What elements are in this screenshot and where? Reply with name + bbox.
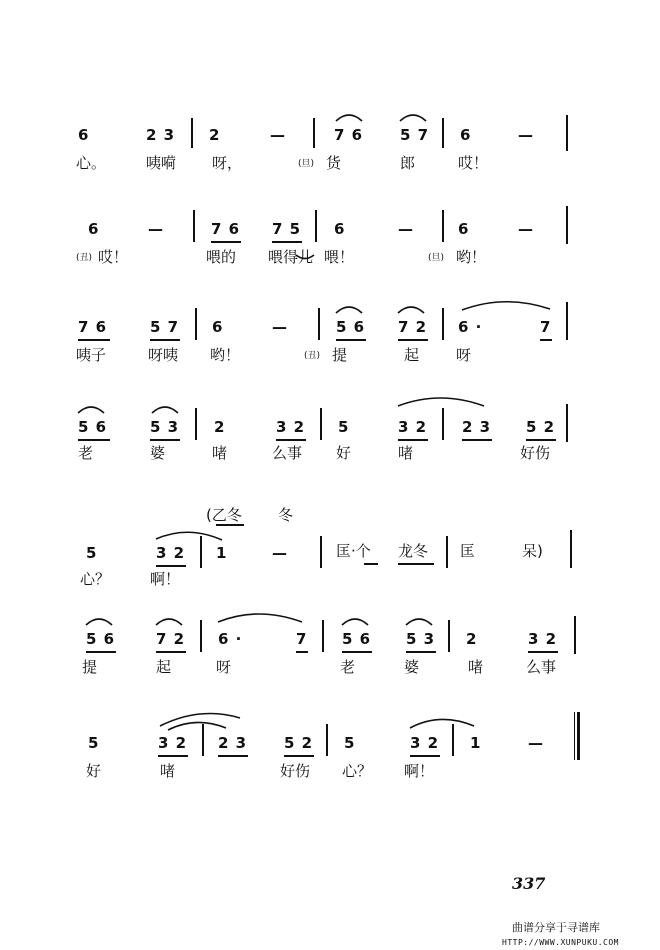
note: 3 2 [158, 734, 188, 752]
underline [284, 755, 314, 757]
note: 6 [88, 220, 100, 238]
lyric: 好伤 [280, 762, 311, 780]
bar-line [442, 408, 444, 440]
underline [462, 439, 492, 441]
underline [218, 755, 248, 757]
dash: — [148, 220, 164, 238]
lyric: 啫 [160, 762, 176, 780]
note: 2 [214, 418, 226, 436]
underline [540, 339, 552, 341]
percussion-text: (乙冬 [206, 506, 242, 524]
note: 2 3 [462, 418, 492, 436]
lyric: 么事 [526, 658, 557, 676]
lyric: 心？ [80, 570, 111, 588]
lyric: 哟！ [456, 248, 487, 266]
note: 6 [334, 220, 346, 238]
bar-line [442, 118, 444, 148]
underline [336, 339, 366, 341]
bar-line [570, 530, 572, 568]
underline [526, 439, 556, 441]
lyric: 提 [82, 658, 98, 676]
lyric: 起 [156, 658, 172, 676]
bar-line [566, 404, 568, 442]
percussion-text: 呆) [522, 542, 543, 560]
lyric: 哎！ [458, 154, 489, 172]
bar-line [452, 724, 454, 756]
bar-line [448, 620, 450, 652]
underline [398, 563, 434, 565]
note: 3 2 [528, 630, 558, 648]
lyric: 喂！ [324, 248, 355, 266]
note: 3 2 [398, 418, 428, 436]
lyric: 啊！ [150, 570, 181, 588]
bar-line [193, 210, 195, 242]
note: 3 2 [410, 734, 440, 752]
note: 5 [338, 418, 350, 436]
note: 6 [458, 220, 470, 238]
note: 6 [78, 126, 90, 144]
lyric: 呀咦 [148, 346, 179, 364]
lyric: 啫 [212, 444, 228, 462]
bar-line [442, 210, 444, 242]
underline [272, 241, 302, 243]
note: 5 7 [400, 126, 430, 144]
underline [78, 439, 110, 441]
bar-line [566, 206, 568, 244]
underline [156, 565, 186, 567]
note: 2 3 [218, 734, 248, 752]
bar-line [442, 308, 444, 340]
note: 7 2 [398, 318, 428, 336]
dash: — [398, 220, 414, 238]
dash: — [272, 318, 288, 336]
note: 6 [212, 318, 224, 336]
underline [528, 651, 558, 653]
role-label: (丑) [76, 253, 93, 263]
bar-line [191, 118, 193, 148]
lyric: 婆 [404, 658, 420, 676]
footer-site-name: 曲谱分享于寻谱库 [512, 921, 600, 934]
lyric: 好 [336, 444, 352, 462]
note: 6 · [218, 630, 243, 648]
underline [276, 439, 306, 441]
lyric: 哎！ [98, 248, 129, 266]
lyric: 起 [404, 346, 420, 364]
lyric: 么事 [272, 444, 303, 462]
percussion-text: 匡·个 [336, 542, 371, 560]
dash: — [270, 126, 286, 144]
underline [150, 439, 180, 441]
final-bar-line [574, 712, 580, 760]
note: 7 6 [334, 126, 364, 144]
lyric: 呀 [216, 658, 232, 676]
lyric: 婆 [150, 444, 166, 462]
lyric: 啫 [468, 658, 484, 676]
lyric: 喂得儿 [268, 248, 314, 266]
bar-line [566, 115, 568, 151]
bar-line [322, 620, 324, 652]
lyric: 心。 [76, 154, 107, 172]
dash: — [518, 220, 534, 238]
note: 7 6 [211, 220, 241, 238]
underline [150, 339, 180, 341]
lyric: 老 [78, 444, 94, 462]
percussion-text: 冬 [278, 506, 294, 524]
note: 5 [344, 734, 356, 752]
underline [158, 755, 188, 757]
note: 5 [88, 734, 100, 752]
note: 5 2 [284, 734, 314, 752]
underline [342, 651, 372, 653]
percussion-text: 龙冬 [398, 542, 429, 560]
bar-line [313, 118, 315, 148]
bar-line [574, 616, 576, 654]
lyric: 咦子 [76, 346, 107, 364]
note: 3 2 [276, 418, 306, 436]
note: 5 6 [86, 630, 116, 648]
lyric: 心？ [342, 762, 373, 780]
note: 7 5 [272, 220, 302, 238]
note: 1 [470, 734, 482, 752]
underline [364, 563, 378, 565]
dash: — [528, 734, 544, 752]
lyric: 提 [332, 346, 348, 364]
bar-line [566, 302, 568, 340]
note: 2 3 [146, 126, 176, 144]
footer-url: HTTP://WWW.XUNPUKU.COM [502, 938, 619, 947]
underline [398, 439, 428, 441]
note: 7 2 [156, 630, 186, 648]
underline [156, 651, 186, 653]
role-label: (旦) [298, 159, 315, 169]
note: 5 [86, 544, 98, 562]
note: 5 7 [150, 318, 180, 336]
dash: — [272, 544, 288, 562]
bar-line [200, 620, 202, 652]
lyric: 呀 [456, 346, 472, 364]
lyric: 好 [86, 762, 102, 780]
note: 6 [460, 126, 472, 144]
note: 3 2 [156, 544, 186, 562]
lyric: 呀， [212, 154, 243, 172]
bar-line [200, 536, 202, 568]
bar-line [202, 724, 204, 756]
percussion-text: 匡 [460, 542, 476, 560]
lyric: 啫 [398, 444, 414, 462]
note: 6 · [458, 318, 483, 336]
bar-line [446, 536, 448, 568]
underline [216, 524, 244, 526]
underline [86, 651, 116, 653]
bar-line [320, 536, 322, 568]
role-label: (旦) [428, 253, 445, 263]
note: 7 [296, 630, 308, 648]
bar-line [318, 308, 320, 340]
lyric: 喂的 [206, 248, 237, 266]
role-label: (丑) [304, 351, 321, 361]
note: 5 3 [406, 630, 436, 648]
bar-line [315, 210, 317, 242]
lyric: 哟！ [210, 346, 241, 364]
note: 5 3 [150, 418, 180, 436]
bar-line [326, 724, 328, 756]
lyric: 货 [326, 154, 342, 172]
lyric: 郎 [400, 154, 416, 172]
note: 5 2 [526, 418, 556, 436]
underline [296, 651, 308, 653]
note: 2 [209, 126, 221, 144]
note: 5 6 [342, 630, 372, 648]
note: 7 6 [78, 318, 108, 336]
underline [406, 651, 436, 653]
note: 1 [216, 544, 228, 562]
note: 5 6 [78, 418, 108, 436]
underline [78, 339, 110, 341]
underline [398, 339, 428, 341]
page-number: 337 [512, 874, 546, 893]
note: 2 [466, 630, 478, 648]
dash: — [518, 126, 534, 144]
note: 5 6 [336, 318, 366, 336]
bar-line [195, 308, 197, 340]
underline [211, 241, 241, 243]
bar-line [195, 408, 197, 440]
lyric: 啊！ [404, 762, 435, 780]
lyric: 咦嗬 [146, 154, 177, 172]
underline [410, 755, 440, 757]
note: 7 [540, 318, 552, 336]
lyric: 老 [340, 658, 356, 676]
bar-line [320, 408, 322, 440]
lyric: 好伤 [520, 444, 551, 462]
